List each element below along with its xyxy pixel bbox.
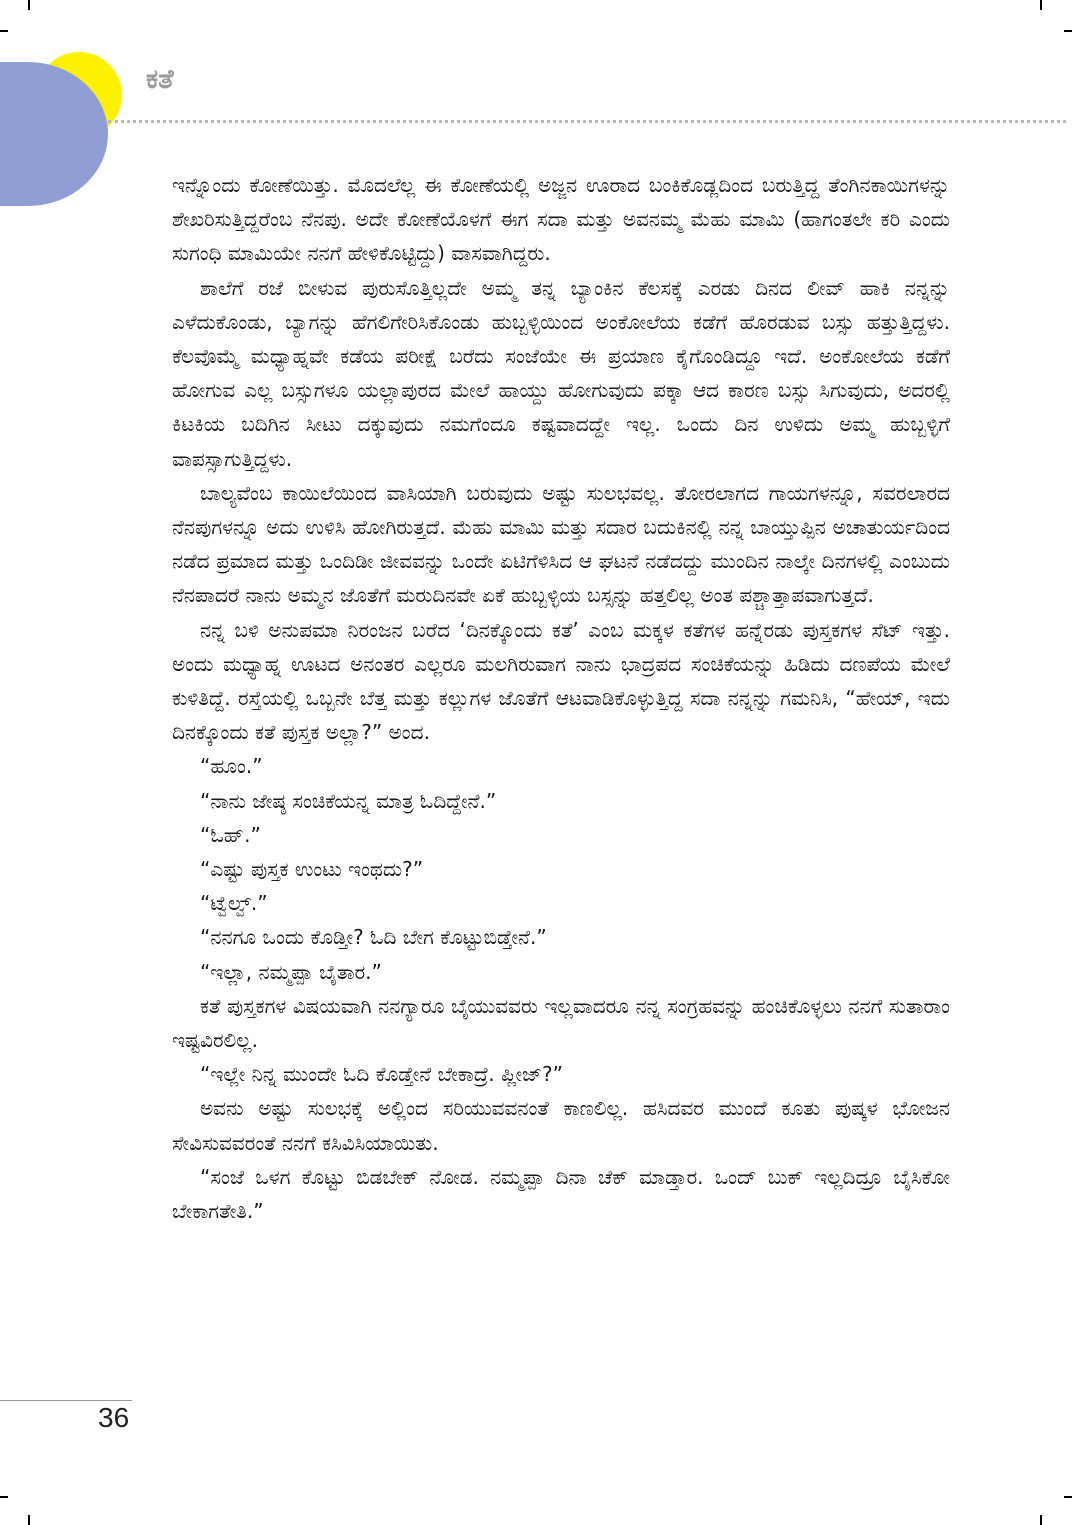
- crop-mark-top-right: [1040, 0, 1042, 10]
- crop-mark-top-left: [28, 0, 30, 10]
- crop-mark-top-left-side: [0, 30, 8, 32]
- story-body: [172, 168, 950, 1228]
- crop-mark-top-right-side: [1064, 30, 1072, 32]
- dialogue-line: “ಇಲ್ಲೇ ನಿನ್ನ ಮುಂದೇ ಓದಿ ಕೊಡ್ತೇನೆ ಬೇಕಾದ್ರೆ. ಪ್ಲೀಜ್?”: [200, 1062, 563, 1087]
- crop-mark-bottom-right-side: [1064, 1496, 1072, 1498]
- paragraph: ಕತೆ ಪುಸ್ತಕಗಳ ವಿಷಯವಾಗಿ ನನಗ್ಯಾರೂ ಬೈಯುವವರು ಇಲ್ಲವಾದರೂ ನನ್ನ ಸಂಗ್ರಹವನ್ನು ಹಂಚಿಕೊಳ್ಳಲು ನನಗೆ ಸುತಾರಾಂ ಇಷ್ಟವಿರಲಿಲ್ಲ.: [172, 993, 950, 1053]
- crop-mark-bottom-right: [1040, 1515, 1042, 1525]
- crop-mark-bottom-left: [28, 1515, 30, 1525]
- section-title: ಕತೆ: [146, 64, 174, 95]
- paragraph: ಅವನು ಅಷ್ಟು ಸುಲಭಕ್ಕೆ ಅಲ್ಲಿಂದ ಸರಿಯುವವನಂತೆ ಕಾಣಲಿಲ್ಲ. ಹಸಿದವರ ಮುಂದೆ ಕೂತು ಪುಷ್ಕಳ ಭೋಜನ ಸೇವಿಸುವವರಂತೆ ನನಗೆ ಕಸಿವಿಸಿಯಾಯಿತು.: [172, 1096, 950, 1155]
- paragraph: ಬಾಲ್ಯವೆಂಬ ಕಾಯಿಲೆಯಿಂದ ವಾಸಿಯಾಗಿ ಬರುವುದು ಅಷ್ಟು ಸುಲಭವಲ್ಲ. ತೋರಲಾಗದ ಗಾಯಗಳನ್ನೂ, ಸವರಲಾರದ ನೆನಪುಗಳನ್ನೂ ಅದು ಉಳಿಸಿ ಹೋಗಿರುತ್ತದೆ. ಮೆಹು ಮಾಮಿ ಮತ್ತು ಸದಾರ ಬದುಕಿನಲ್ಲಿ ನನ್ನ ಬಾಯ್ತುಪ್ಪಿನ ಅಚಾತುರ್ಯದಿಂದ ನಡೆದ ಪ್ರಮಾದ ಮತ್ತು ಒಂದಿಡೀ ಜೀವವನ್ನು ಒಂದೇ ಏಟಿಗೆಳಿಸಿದ ಆ ಘಟನೆ ನಡೆದದ್ದು ಮುಂದಿನ ನಾಲ್ಕೇ ದಿನಗಳಲ್ಲಿ ಎಂಬುದು ನೆನಪಾದರೆ ನಾನು ಅಮ್ಮನ ಜೊತೆಗೆ ಮರುದಿನವೇ ಏಕೆ ಹುಬ್ಬಳ್ಳಿಯ ಬಸ್ಸನ್ನು ಹತ್ತಲಿಲ್ಲ ಅಂತ ಪಶ್ಚಾತ್ತಾಪವಾಗುತ್ತದೆ.: [172, 480, 950, 608]
- page-number: 36: [98, 1402, 130, 1433]
- dialogue-line: “ನಾನು ಜೇಷ್ಠ ಸಂಚಿಕೆಯನ್ನ ಮಾತ್ರ ಓದಿದ್ದೇನೆ.”: [200, 788, 497, 813]
- paragraph: ಇನ್ನೊಂದು ಕೋಣೆಯಿತ್ತು. ಮೊದಲೆಲ್ಲ ಈ ಕೋಣೆಯಲ್ಲಿ ಅಜ್ಜನ ಊರಾದ ಬಂಕಿಕೊಡ್ಲದಿಂದ ಬರುತ್ತಿದ್ದ ತೆಂಗಿನಕಾಯಿಗಳನ್ನು ಶೇಖರಿಸುತ್ತಿದ್ದರೆಂಬ ನೆನಪು. ಅದೇ ಕೋಣೆಯೊಳಗೆ ಈಗ ಸದಾ ಮತ್ತು ಅವನಮ್ಮ ಮೆಹು ಮಾಮಿ (ಹಾಗಂತಲೇ ಕರಿ ಎಂದು ಸುಗಂಧಿ ಮಾಮಿಯೇ ನನಗೆ ಹೇಳಿಕೊಟ್ಟಿದ್ದು) ವಾಸವಾಗಿದ್ದರು.: [172, 173, 950, 266]
- dialogue-line: “ಟ್ವೆಲ್ವ್.”: [200, 891, 268, 916]
- dialogue-line: “ಹೂಂ.”: [200, 754, 263, 779]
- paragraph: ನನ್ನ ಬಳಿ ಅನುಪಮಾ ನಿರಂಜನ ಬರೆದ ‘ದಿನಕ್ಕೊಂದು ಕತೆ’ ಎಂಬ ಮಕ್ಕಳ ಕತೆಗಳ ಹನ್ನೆರಡು ಪುಸ್ತಕಗಳ ಸೆಟ್ ಇತ್ತು. ಅಂದು ಮಧ್ಯಾಹ್ನ ಊಟದ ಅನಂತರ ಎಲ್ಲರೂ ಮಲಗಿರುವಾಗ ನಾನು ಭಾದ್ರಪದ ಸಂಚಿಕೆಯನ್ನು ಹಿಡಿದು ದಣಪೆಯ ಮೇಲೆ ಕುಳಿತಿದ್ದೆ. ರಸ್ತೆಯಲ್ಲಿ ಒಬ್ಬನೇ ಬೆತ್ತ ಮತ್ತು ಕಲ್ಲುಗಳ ಜೊತೆಗೆ ಆಟವಾಡಿಕೊಳ್ಳುತ್ತಿದ್ದ ಸದಾ ನನ್ನನ್ನು ಗಮನಿಸಿ, “ಹೇಯ್, ಇದು ದಿನಕ್ಕೊಂದು ಕತೆ ಪುಸ್ತಕ ಅಲ್ಲಾ?” ಅಂದ.: [172, 617, 950, 745]
- dialogue-line: “ನನಗೂ ಒಂದು ಕೊಡ್ತೀ? ಓದಿ ಬೇಗ ಕೊಟ್ಟುಬಿಡ್ತೇನೆ.”: [200, 925, 547, 950]
- crop-mark-bottom-left-side: [0, 1496, 8, 1498]
- dotted-divider: [108, 120, 1066, 123]
- paragraph: ಶಾಲೆಗೆ ರಜೆ ಬೀಳುವ ಪುರುಸೊತ್ತಿಲ್ಲದೇ ಅಮ್ಮ ತನ್ನ ಬ್ಯಾಂಕಿನ ಕೆಲಸಕ್ಕೆ ಎರಡು ದಿನದ ಲೀವ್ ಹಾಕಿ ನನ್ನನ್ನು ಎಳೆದುಕೊಂಡು, ಬ್ಯಾಗನ್ನು ಹೆಗಲಿಗೇರಿಸಿಕೊಂಡು ಹುಬ್ಬಳ್ಳಿಯಿಂದ ಅಂಕೋಲೆಯ ಕಡೆಗೆ ಹೊರಡುವ ಬಸ್ಸು ಹತ್ತುತ್ತಿದ್ದಳು. ಕೆಲವೊಮ್ಮೆ ಮಧ್ಯಾಹ್ನವೇ ಕಡೆಯ ಪರೀಕ್ಷೆ ಬರೆದು ಸಂಜೆಯೇ ಈ ಪ್ರಯಾಣ ಕೈಗೊಂಡಿದ್ದೂ ಇದೆ. ಅಂಕೋಲೆಯ ಕಡೆಗೆ ಹೋಗುವ ಎಲ್ಲ ಬಸ್ಸುಗಳೂ ಯಲ್ಲಾಪುರದ ಮೇಲೆ ಹಾಯ್ದು ಹೋಗುವುದು ಪಕ್ಕಾ ಆದ ಕಾರಣ ಬಸ್ಸು ಸಿಗುವುದು, ಅದರಲ್ಲಿ ಕಿಟಕಿಯ ಬದಿಗಿನ ಸೀಟು ದಕ್ಕುವುದು ನಮಗೆಂದೂ ಕಷ್ಟವಾದದ್ದೇ ಇಲ್ಲ. ಒಂದು ದಿನ ಉಳಿದು ಅಮ್ಮ ಹುಬ್ಬಳ್ಳಿಗೆ ವಾಪಸ್ಸಾಗುತ್ತಿದ್ದಳು.: [172, 275, 950, 471]
- dialogue-line: “ಇಲ್ಲಾ, ನಮ್ಮಪ್ಪಾ ಬೈತಾರ.”: [200, 959, 382, 984]
- dialogue-line: “ಓಹ್.”: [200, 822, 261, 847]
- footer-rule: [0, 1400, 132, 1401]
- paragraph: “ಸಂಜೆ ಒಳಗ ಕೊಟ್ಟು ಬಿಡಬೇಕ್ ನೋಡ. ನಮ್ಮಪ್ಪಾ ದಿನಾ ಚೆಕ್ ಮಾಡ್ತಾರ. ಒಂದ್ ಬುಕ್ ಇಲ್ಲದಿದ್ರೂ ಬೈಸಿಕೋ ಬೇಕಾಗತೇತಿ.”: [172, 1164, 950, 1224]
- dialogue-line: “ಎಷ್ಟು ಪುಸ್ತಕ ಉಂಟು ಇಂಥದು?”: [200, 857, 424, 882]
